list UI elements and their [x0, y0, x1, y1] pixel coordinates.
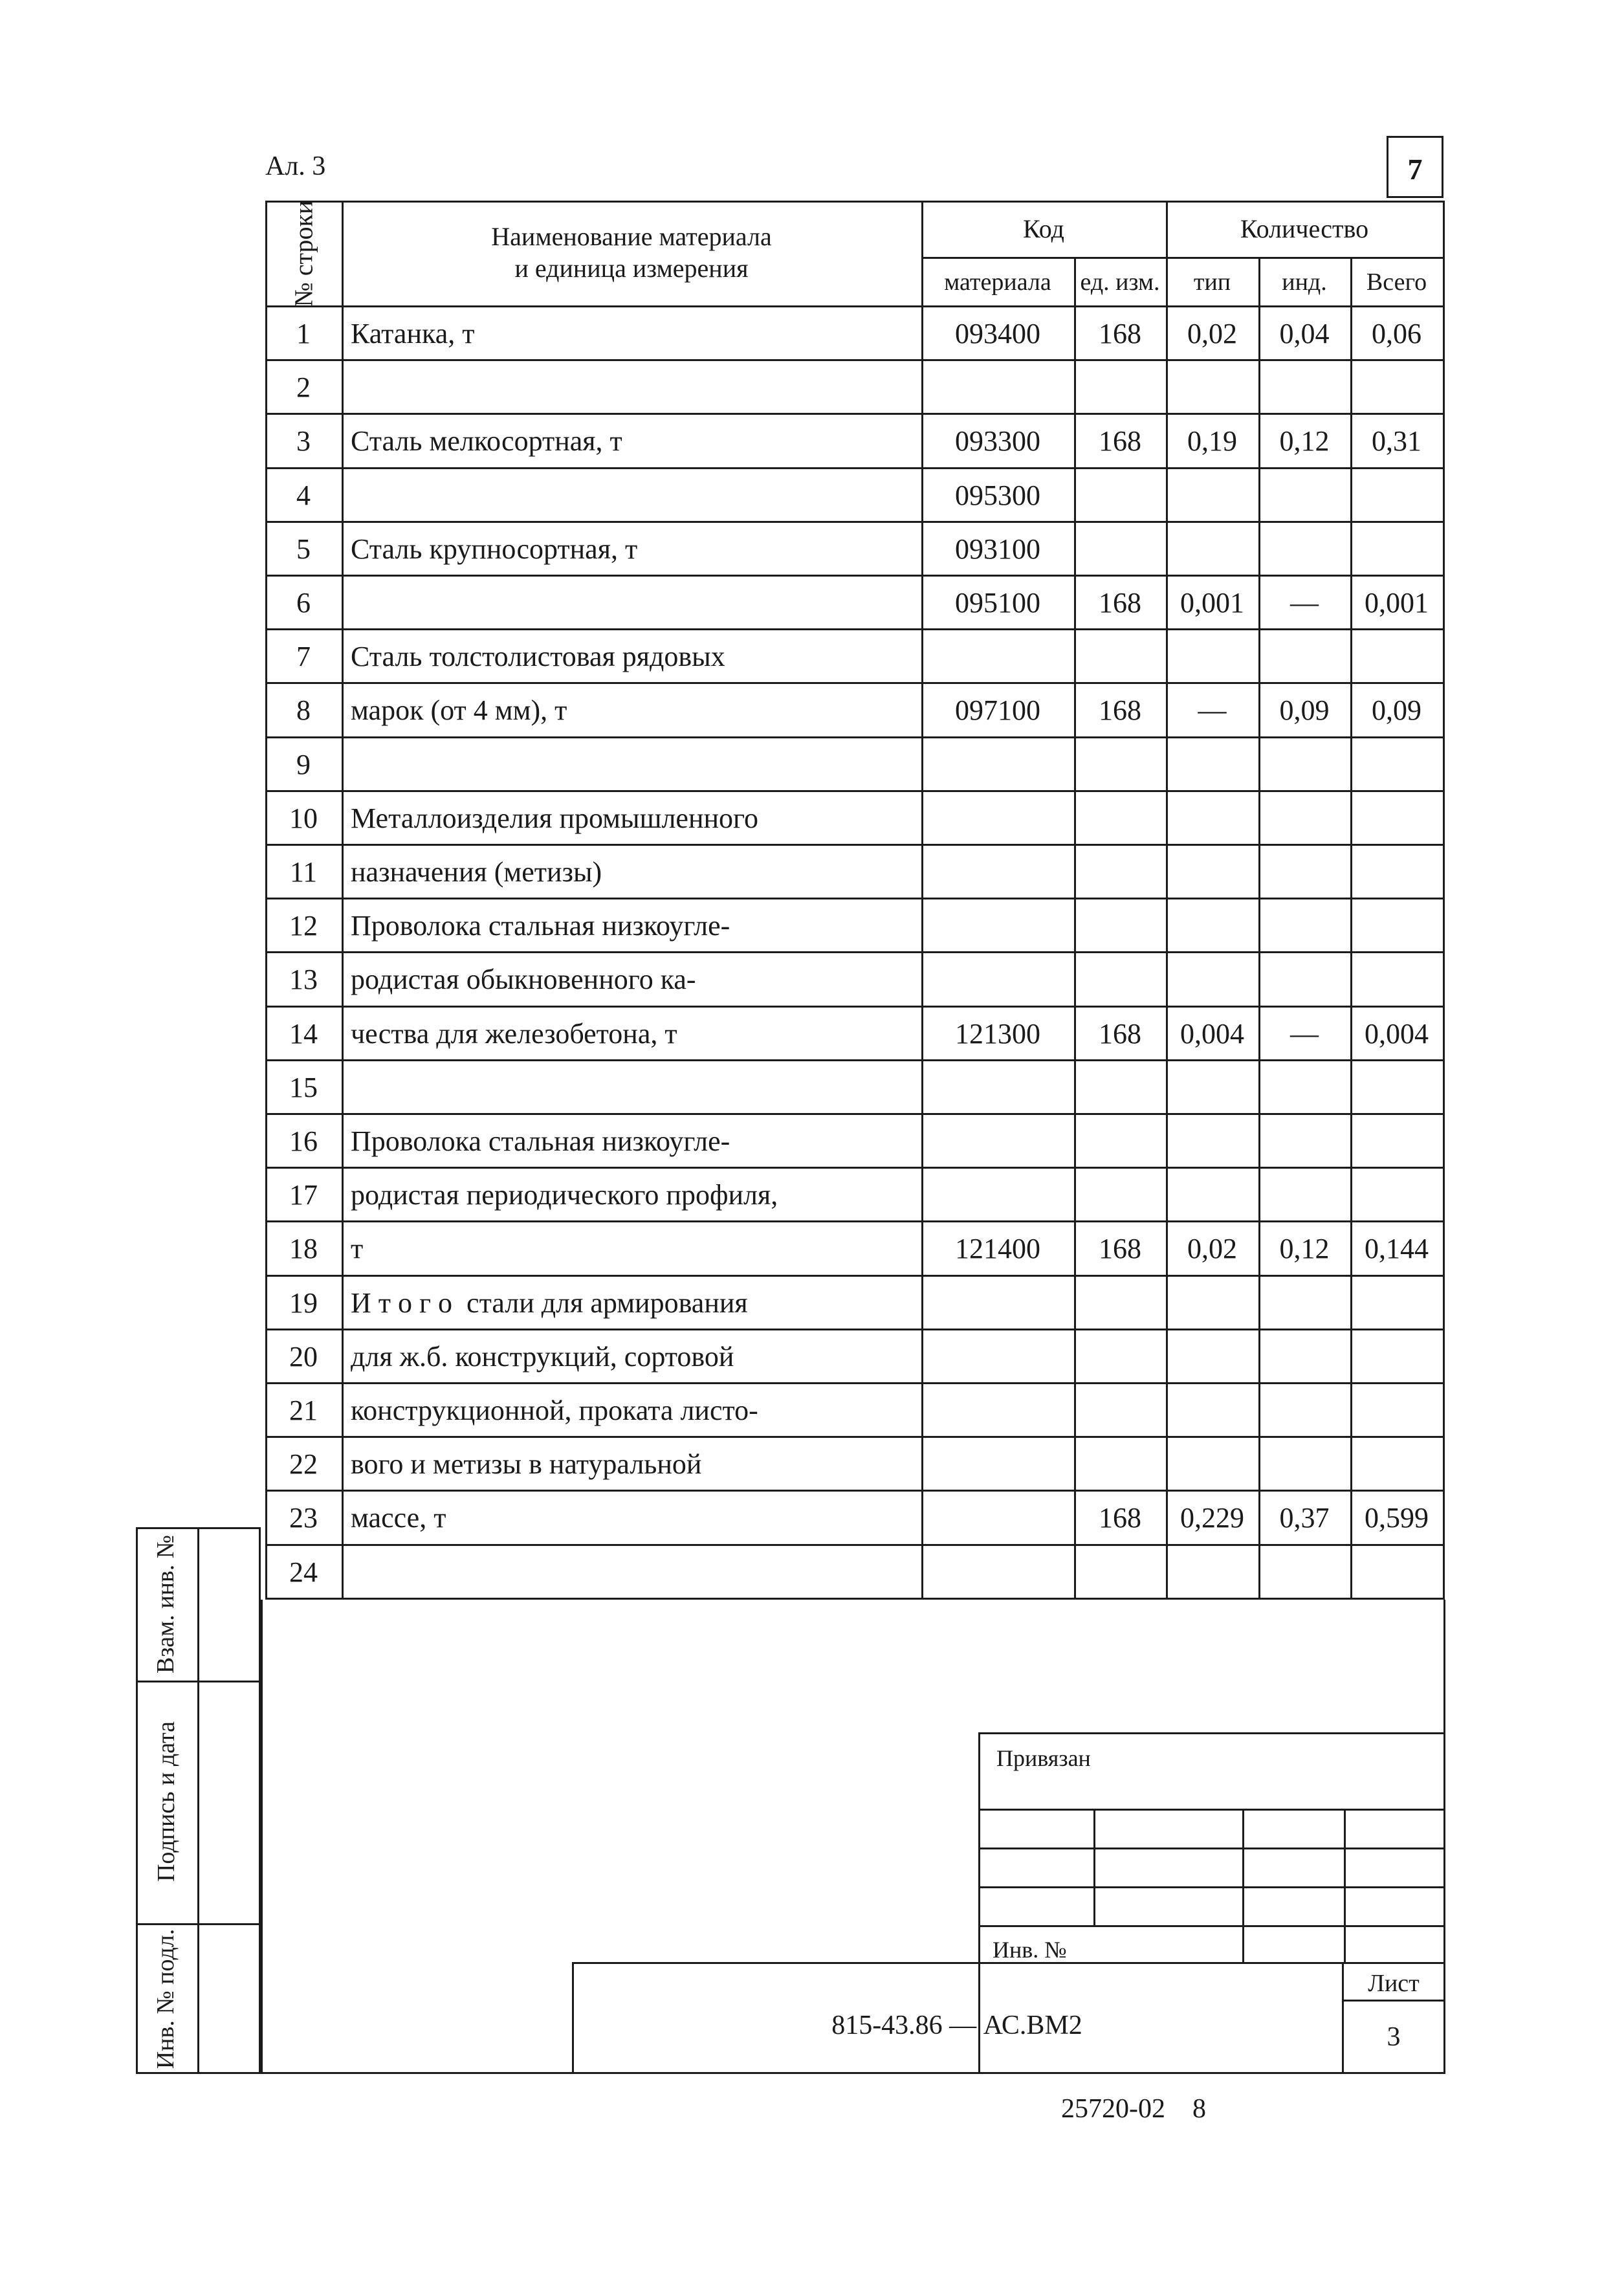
- row-line: [265, 628, 1445, 630]
- row-line: [265, 1382, 1445, 1384]
- qty-total: 0,004: [1365, 1018, 1429, 1050]
- row-number: 21: [289, 1395, 318, 1426]
- material-name: чества для железобетона, т: [351, 1018, 677, 1050]
- qty-total: 0,001: [1365, 587, 1429, 619]
- footer-number: 25720-02 8: [1061, 2094, 1206, 2124]
- material-name: для ж.б. конструкций, сортовой: [351, 1341, 734, 1373]
- qty-ind: 0,12: [1279, 1233, 1330, 1264]
- qty-ind: —: [1290, 587, 1319, 619]
- header-qty-ind: инд.: [1282, 269, 1327, 296]
- row-line: [265, 575, 1445, 577]
- unit-code: 168: [1099, 318, 1141, 349]
- list-number: 3: [1387, 2022, 1401, 2052]
- row-line: [265, 1059, 1445, 1061]
- material-name: марок (от 4 мм), т: [351, 694, 567, 726]
- qty-type: 0,02: [1187, 318, 1237, 349]
- row-number: 1: [296, 318, 311, 349]
- material-code: 093400: [955, 318, 1040, 349]
- podpis-label: Подпись и дата: [153, 1721, 180, 1882]
- qty-ind: —: [1290, 1018, 1319, 1050]
- material-code: 093100: [955, 533, 1040, 565]
- row-line: [265, 467, 1445, 469]
- material-name: Проволока стальная низкоугле-: [351, 1125, 730, 1157]
- header-quantity: Количество: [1240, 214, 1369, 243]
- unit-code: 168: [1099, 425, 1141, 457]
- material-name: родистая периодического профиля,: [351, 1179, 778, 1211]
- row-number: 20: [289, 1341, 318, 1373]
- row-number: 9: [296, 749, 311, 780]
- row-line: [265, 359, 1445, 361]
- header-name-line1: Наименование материала: [491, 222, 772, 251]
- header-name-line2: и единица измерения: [514, 254, 749, 283]
- col-line: [1443, 201, 1445, 1600]
- material-name: Сталь толстолистовая рядовых: [351, 641, 725, 672]
- material-name: И т о г о стали для армирования: [351, 1287, 748, 1319]
- table-top-border: [265, 201, 1445, 203]
- material-code: 093300: [955, 425, 1040, 457]
- unit-code: 168: [1099, 587, 1141, 619]
- material-code: 121300: [955, 1018, 1040, 1050]
- qty-total: 0,06: [1372, 318, 1421, 349]
- material-name: родистая обыкновенного ка-: [351, 964, 696, 995]
- unit-code: 168: [1099, 694, 1141, 726]
- unit-code: 168: [1099, 1018, 1141, 1050]
- material-name: Сталь крупносортная, т: [351, 533, 638, 565]
- col-line: [921, 201, 923, 1600]
- header-qty-total: Всего: [1366, 269, 1427, 296]
- row-line: [265, 844, 1445, 846]
- row-number: 6: [296, 587, 311, 619]
- row-line: [265, 1436, 1445, 1438]
- unit-code: 168: [1099, 1233, 1141, 1264]
- row-number: 19: [289, 1287, 318, 1319]
- row-line: [265, 1275, 1445, 1277]
- list-label: Лист: [1368, 1970, 1420, 1997]
- material-name: назначения (метизы): [351, 856, 602, 888]
- row-number: 14: [289, 1018, 318, 1050]
- qty-total: 0,599: [1365, 1502, 1429, 1534]
- row-number: 18: [289, 1233, 318, 1264]
- qty-ind: 0,09: [1279, 694, 1330, 726]
- material-name: Проволока стальная низкоугле-: [351, 910, 730, 942]
- row-number: 7: [296, 641, 311, 672]
- material-name: Катанка, т: [351, 318, 475, 349]
- row-number: 13: [289, 964, 318, 995]
- row-number: 24: [289, 1556, 318, 1588]
- qty-ind: 0,04: [1279, 318, 1330, 349]
- material-name: вого и метизы в натуральной: [351, 1448, 702, 1480]
- sheet-ref: Ал. 3: [265, 151, 326, 181]
- col-line: [342, 201, 344, 1600]
- qty-total: 0,144: [1365, 1233, 1429, 1264]
- qty-type: 0,001: [1180, 587, 1244, 619]
- material-name: конструкционной, проката листо-: [351, 1395, 758, 1426]
- header-code: Код: [1023, 214, 1064, 243]
- col-line: [265, 201, 267, 1600]
- inv-no-label: Инв. №: [993, 1937, 1067, 1963]
- row-number: 5: [296, 533, 311, 565]
- row-number: 15: [289, 1072, 318, 1103]
- row-line: [265, 736, 1445, 738]
- row-number: 3: [296, 425, 311, 457]
- row-line: [265, 1220, 1445, 1222]
- doc-code-block: [572, 1962, 1445, 2074]
- inv-podl-label: Инв. № подл.: [152, 1928, 179, 2069]
- row-number: 4: [296, 480, 311, 511]
- row-number: 16: [289, 1125, 318, 1157]
- qty-type: 0,229: [1180, 1502, 1244, 1534]
- header-mid-line: [921, 257, 1445, 259]
- header-qty-type: тип: [1193, 269, 1231, 296]
- qty-ind: 0,12: [1279, 425, 1330, 457]
- vzam-label: Взам. инв. №: [152, 1534, 179, 1674]
- material-code: 097100: [955, 694, 1040, 726]
- material-code: 095300: [955, 480, 1040, 511]
- row-line: [265, 1490, 1445, 1492]
- unit-code: 168: [1099, 1502, 1141, 1534]
- row-line: [265, 1167, 1445, 1169]
- row-number: 17: [289, 1179, 318, 1211]
- row-line: [265, 1544, 1445, 1546]
- material-name: Сталь мелкосортная, т: [351, 425, 622, 457]
- page-number: 7: [1407, 153, 1423, 186]
- row-number: 22: [289, 1448, 318, 1480]
- row-number: 23: [289, 1502, 318, 1534]
- row-line: [265, 1329, 1445, 1330]
- row-line: [265, 898, 1445, 899]
- header-code-unit: ед. изм.: [1080, 269, 1160, 296]
- header-code-material: материала: [944, 269, 1051, 296]
- row-line: [265, 951, 1445, 953]
- qty-type: 0,004: [1180, 1018, 1244, 1050]
- material-code: 121400: [955, 1233, 1040, 1264]
- col-line: [1074, 257, 1076, 1600]
- row-line: [265, 1113, 1445, 1115]
- material-name: массе, т: [351, 1502, 446, 1534]
- row-number: 11: [289, 856, 318, 888]
- doc-code: 815-43.86 — АС.ВМ2: [831, 2011, 1082, 2040]
- row-number: 8: [296, 694, 311, 726]
- header-row-number: № строки: [289, 200, 318, 307]
- row-line: [265, 1006, 1445, 1008]
- row-line: [265, 521, 1445, 523]
- material-name: т: [351, 1233, 364, 1264]
- row-line: [265, 305, 1445, 307]
- qty-type: 0,19: [1187, 425, 1237, 457]
- row-line: [265, 413, 1445, 415]
- qty-type: 0,02: [1187, 1233, 1237, 1264]
- qty-ind: 0,37: [1279, 1502, 1330, 1534]
- row-number: 12: [289, 910, 318, 942]
- material-code: 095100: [955, 587, 1040, 619]
- col-line: [1258, 257, 1260, 1600]
- row-line: [265, 682, 1445, 684]
- qty-total: 0,31: [1372, 425, 1421, 457]
- row-number: 10: [289, 802, 318, 834]
- qty-type: —: [1198, 694, 1227, 726]
- row-line: [265, 790, 1445, 792]
- privyazan-label: Привязан: [996, 1745, 1091, 1771]
- row-number: 2: [296, 371, 311, 403]
- material-name: Металлоизделия промышленного: [351, 802, 758, 834]
- qty-total: 0,09: [1372, 694, 1421, 726]
- side-stamp: [136, 1527, 261, 2074]
- col-line: [1350, 257, 1352, 1600]
- col-line: [1166, 201, 1168, 1600]
